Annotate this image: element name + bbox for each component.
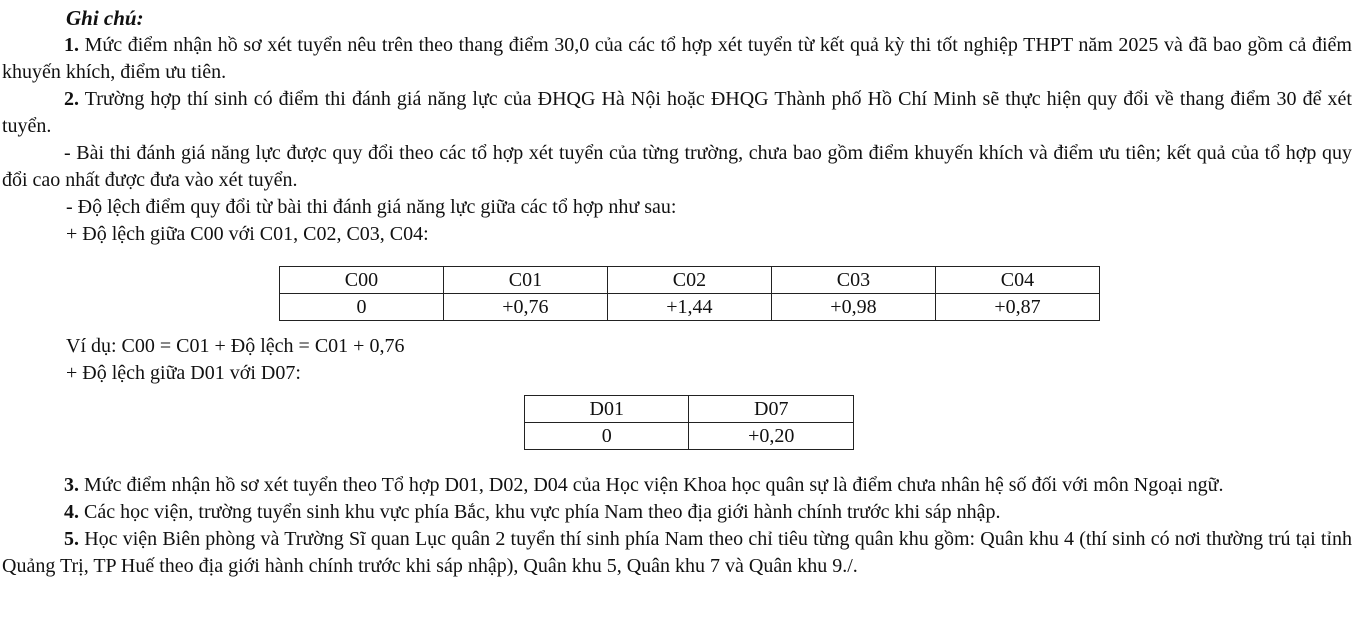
note-5-text: Học viện Biên phòng và Trường Sĩ quan Lục quân 2 tuyển thí sinh phía Nam theo chỉ tiêu từng quân khu gồm: Quân khu 4 (thí sinh có nơi thường trú tại tỉnh Quảng Trị, TP Huế theo địa giới hành chính trước khi sáp nhập), Quân khu 5, Quân khu 7 và Quân khu 9./. xyxy=(2,528,1352,577)
note-2-bullet-1: - Bài thi đánh giá năng lực được quy đổi theo các tổ hợp xét tuyển của từng trường, chưa bao gồm điểm khuyến khích và điểm ưu tiên; kết quả của tổ hợp quy đổi cao nhất được đưa vào xét tuyển. xyxy=(2,142,1352,191)
table-header-cell: C00 xyxy=(280,267,444,294)
table-cell: 0 xyxy=(525,423,689,450)
table-cell: 0 xyxy=(280,294,444,321)
offset-table-c00 xyxy=(279,266,1100,321)
note-1-number: 1. xyxy=(64,34,79,56)
example-line: Ví dụ: C00 = C01 + Độ lệch = C01 + 0,76 xyxy=(66,335,405,357)
table-cell: +0,20 xyxy=(689,423,854,450)
note-4-number: 4. xyxy=(64,501,79,523)
table-cell: +0,76 xyxy=(443,294,607,321)
table-header-cell: C04 xyxy=(935,267,1099,294)
note-2-bullet-2: - Độ lệch điểm quy đổi từ bài thi đánh giá năng lực giữa các tổ hợp như sau: xyxy=(66,196,677,218)
table-row xyxy=(525,423,854,450)
note-2-sub-2: + Độ lệch giữa D01 với D07: xyxy=(66,362,301,384)
table-header-row xyxy=(525,396,854,423)
table-header-cell: C01 xyxy=(443,267,607,294)
note-1 xyxy=(2,32,1352,86)
table-header-cell: D07 xyxy=(689,396,854,423)
note-3-number: 3. xyxy=(64,474,79,496)
note-2-number: 2. xyxy=(64,88,79,110)
table-header-cell: D01 xyxy=(525,396,689,423)
note-2 xyxy=(2,86,1352,140)
table-header-cell: C03 xyxy=(771,267,935,294)
offset-table-d01 xyxy=(524,395,854,450)
table-header-row xyxy=(280,267,1100,294)
notes-title: Ghi chú: xyxy=(66,6,144,30)
note-3 xyxy=(2,472,1352,499)
table-row xyxy=(280,294,1100,321)
table-cell: +0,98 xyxy=(771,294,935,321)
table-cell: +0,87 xyxy=(935,294,1099,321)
note-3-text: Mức điểm nhận hồ sơ xét tuyển theo Tổ hợp D01, D02, D04 của Học viện Khoa học quân sự là điểm chưa nhân hệ số đối với môn Ngoại ngữ. xyxy=(79,474,1224,496)
table-cell: +1,44 xyxy=(607,294,771,321)
table-header-cell: C02 xyxy=(607,267,771,294)
note-2-sub-1: + Độ lệch giữa C00 với C01, C02, C03, C04: xyxy=(66,223,429,245)
note-2-text: Trường hợp thí sinh có điểm thi đánh giá năng lực của ĐHQG Hà Nội hoặc ĐHQG Thành phố Hồ Chí Minh sẽ thực hiện quy đổi về thang điểm 30 để xét tuyển. xyxy=(2,88,1352,137)
note-4 xyxy=(2,499,1352,526)
note-5-number: 5. xyxy=(64,528,79,550)
note-4-text: Các học viện, trường tuyển sinh khu vực phía Bắc, khu vực phía Nam theo địa giới hành chính trước khi sáp nhập. xyxy=(79,501,1001,523)
note-1-text: Mức điểm nhận hồ sơ xét tuyển nêu trên theo thang điểm 30,0 của các tổ hợp xét tuyển từ kết quả kỳ thi tốt nghiệp THPT năm 2025 và đã bao gồm cả điểm khuyến khích, điểm ưu tiên. xyxy=(2,34,1352,83)
note-5 xyxy=(2,526,1352,580)
